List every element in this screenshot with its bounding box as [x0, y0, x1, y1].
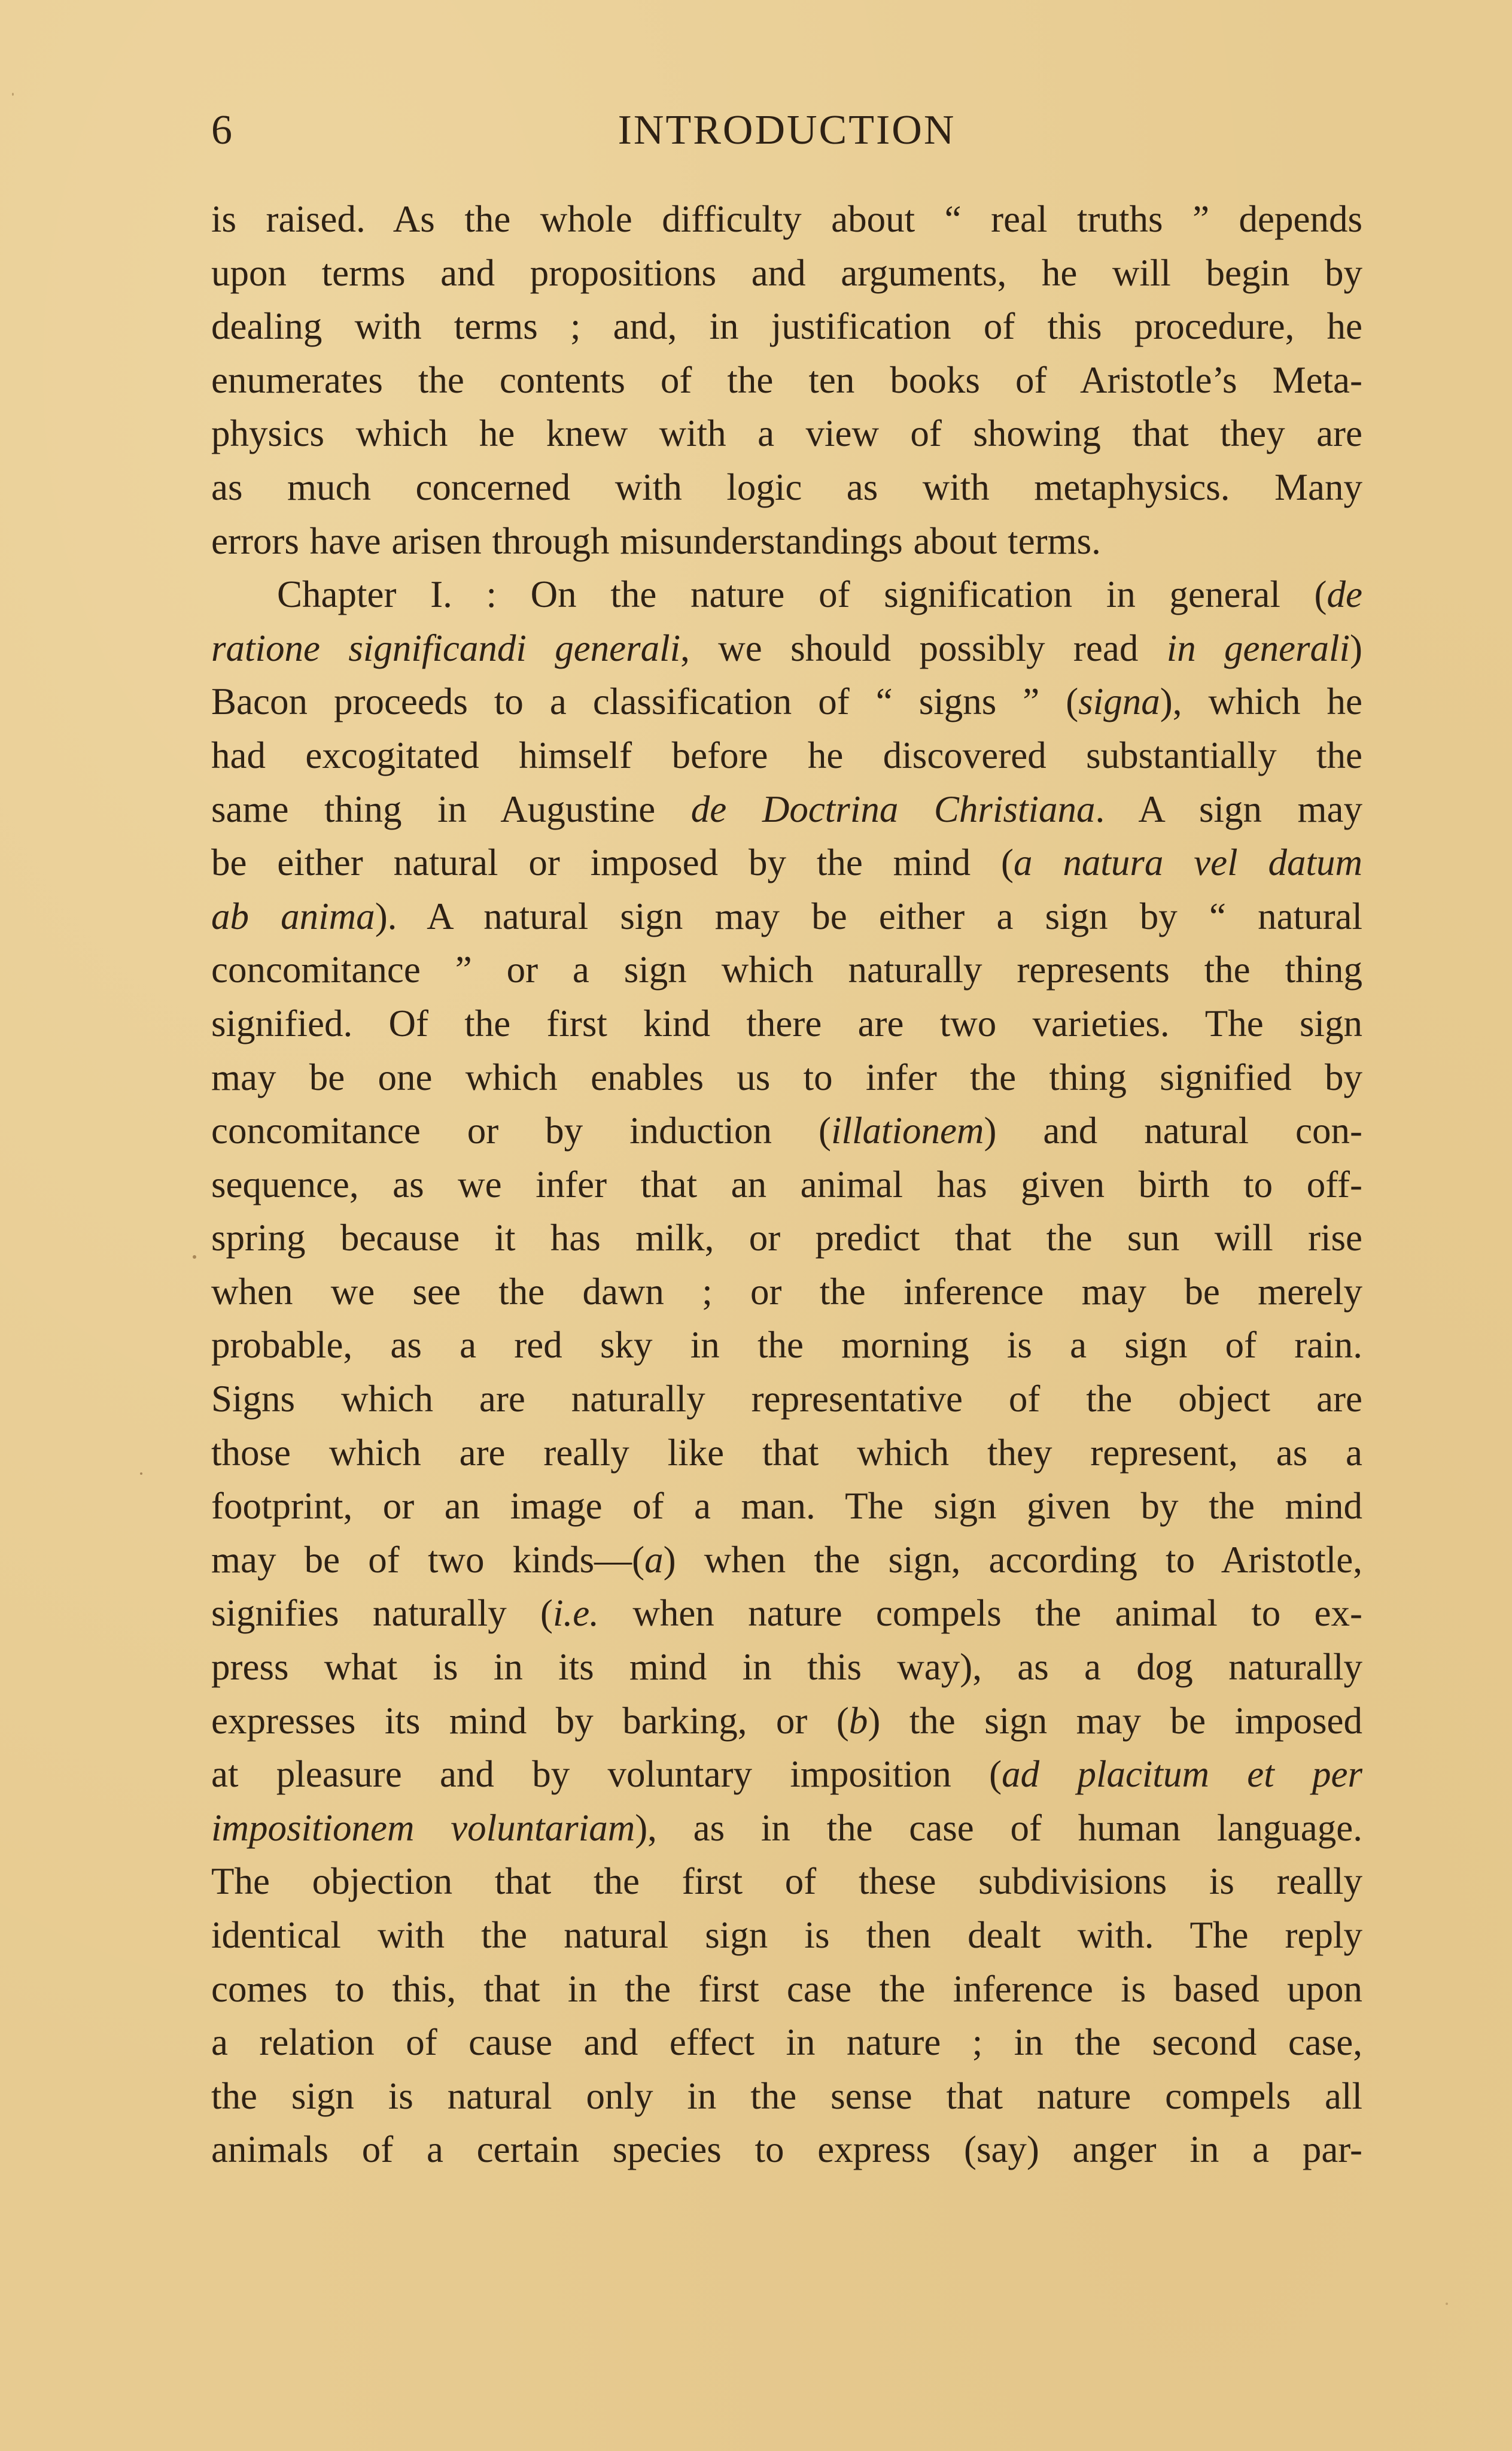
text-run: . A sign may	[1095, 788, 1363, 830]
text-run: Chapter I. : On the nature of signification in general (	[277, 573, 1327, 616]
text-run: spring because it has milk, or predict that the sun will rise	[211, 1217, 1362, 1259]
text-run: errors have arisen through misunderstandings about terms.	[211, 520, 1101, 562]
text-run: probable, as a red sky in the morning is a sign of rain.	[211, 1324, 1362, 1366]
text-run: may be of two kinds—(	[211, 1538, 645, 1581]
text-run: physics which he knew with a view of showing that they are	[211, 412, 1362, 455]
italic-run: de	[1327, 573, 1362, 616]
text-run: those which are really like that which they represent, as a	[211, 1431, 1362, 1474]
text-run: comes to this, that in the first case the inference is based upon	[211, 1967, 1362, 2010]
text-line	[211, 1265, 1362, 1319]
text-run: footprint, or an image of a man. The sign given by the mind	[211, 1485, 1362, 1527]
text-line	[211, 1533, 1362, 1587]
text-line	[211, 1480, 1362, 1533]
text-run: , we should possibly read	[680, 627, 1167, 669]
text-line	[211, 461, 1362, 515]
text-line	[211, 1372, 1362, 1426]
italic-run: i.e.	[553, 1592, 600, 1635]
text-run: be either natural or imposed by the mind (	[211, 842, 1014, 884]
text-line	[211, 568, 1362, 622]
text-run: had excogitated himself before he discovered substantially the	[211, 734, 1362, 776]
text-line	[211, 1158, 1362, 1212]
paper-speck	[140, 1472, 142, 1475]
italic-run: signa	[1078, 681, 1160, 723]
text-line	[211, 997, 1362, 1051]
text-line	[211, 2070, 1362, 2124]
text-line	[211, 1319, 1362, 1372]
text-run: same thing in Augustine	[211, 788, 691, 830]
text-line	[211, 1587, 1362, 1641]
paper-speck	[193, 1255, 196, 1259]
text-run: press what is in its mind in this way), as a dog naturally	[211, 1646, 1362, 1688]
text-run: The objection that the first of these subdivisions is really	[211, 1860, 1362, 1903]
text-run: expresses its mind by barking, or (	[211, 1699, 849, 1742]
italic-run: illationem	[830, 1110, 984, 1152]
text-run: ), as in the case of human language.	[635, 1806, 1362, 1849]
text-run: a relation of cause and effect in nature ; in the second case,	[211, 2021, 1362, 2064]
paper-speck	[12, 93, 14, 96]
text-line	[211, 1104, 1362, 1158]
text-run: ), which he	[1160, 681, 1362, 723]
text-run: as much concerned with logic as with metaphysics. Many	[211, 466, 1362, 508]
text-run: ) and natural con-	[984, 1110, 1362, 1152]
text-run: Bacon proceeds to a classification of “ signs ” (	[211, 681, 1079, 723]
text-line	[211, 1748, 1362, 1802]
italic-run: b	[848, 1699, 868, 1742]
text-run: when nature compels the animal to ex-	[599, 1592, 1362, 1635]
text-line	[211, 1641, 1362, 1694]
text-line	[211, 193, 1362, 247]
text-run: sequence, as we infer that an animal has given birth to off-	[211, 1163, 1362, 1205]
text-run: when we see the dawn ; or the inference may be merely	[211, 1270, 1362, 1313]
text-line	[211, 407, 1362, 461]
text-run: signifies naturally (	[211, 1592, 553, 1635]
text-line	[211, 1051, 1362, 1105]
text-run: concomitance ” or a sign which naturally represents the thing	[211, 949, 1362, 991]
text-run: ). A natural sign may be either a sign by “ natural	[375, 895, 1363, 937]
text-line	[211, 1802, 1362, 1855]
text-line	[211, 836, 1362, 890]
text-run: animals of a certain species to express (say) anger in a par-	[211, 2128, 1362, 2171]
text-line	[211, 783, 1362, 837]
text-line	[211, 2016, 1362, 2070]
text-run: identical with the natural sign is then dealt with. The reply	[211, 1914, 1362, 1956]
text-line	[211, 247, 1362, 300]
running-head	[211, 107, 1362, 154]
text-line	[211, 2123, 1362, 2177]
italic-run: ab anima	[211, 895, 375, 937]
body-text	[211, 193, 1362, 2177]
italic-run: ratione significandi generali	[211, 627, 681, 669]
text-run: dealing with terms ; and, in justification of this procedure, he	[211, 305, 1362, 348]
text-line	[211, 354, 1362, 408]
italic-run: a natura vel datum	[1014, 842, 1362, 884]
text-line	[211, 890, 1362, 944]
text-line	[211, 1909, 1362, 1963]
text-run: Signs which are naturally representative of the object are	[211, 1378, 1362, 1420]
text-line	[211, 729, 1362, 783]
italic-run: a	[644, 1538, 664, 1581]
text-run: upon terms and propositions and arguments, he will begin by	[211, 251, 1362, 294]
text-line	[211, 1855, 1362, 1909]
text-line	[211, 943, 1362, 997]
text-run: may be one which enables us to infer the thing signified by	[211, 1056, 1362, 1098]
text-run: is raised. As the whole difficulty about “ real truths ” depends	[211, 198, 1362, 240]
text-run: ) the sign may be imposed	[868, 1699, 1362, 1742]
text-line	[211, 1963, 1362, 2016]
text-run: enumerates the contents of the ten books of Aristotle’s Meta-	[211, 359, 1362, 401]
italic-run: de Doctrina Christiana	[690, 788, 1096, 830]
text-line	[211, 1211, 1362, 1265]
paper-speck	[1446, 2303, 1448, 2305]
italic-run: in generali	[1166, 627, 1350, 669]
text-run: concomitance or by induction (	[211, 1110, 831, 1152]
text-run: at pleasure and by voluntary imposition (	[211, 1753, 1002, 1796]
text-line	[211, 675, 1362, 729]
running-title: INTRODUCTION	[617, 107, 956, 153]
text-run: ) when the sign, according to Aristotle,	[663, 1538, 1362, 1581]
text-line	[211, 300, 1362, 354]
page-number: 6	[211, 107, 232, 153]
text-line	[211, 1694, 1362, 1748]
text-run: the sign is natural only in the sense that nature compels all	[211, 2075, 1362, 2117]
italic-run: impositionem voluntariam	[211, 1806, 635, 1849]
text-run: )	[1350, 627, 1362, 669]
italic-run: ad placitum et per	[1002, 1753, 1363, 1796]
text-line	[211, 1426, 1362, 1480]
text-line	[211, 515, 1362, 569]
text-run: signified. Of the first kind there are two varieties. The sign	[211, 1002, 1362, 1044]
text-line	[211, 622, 1362, 676]
